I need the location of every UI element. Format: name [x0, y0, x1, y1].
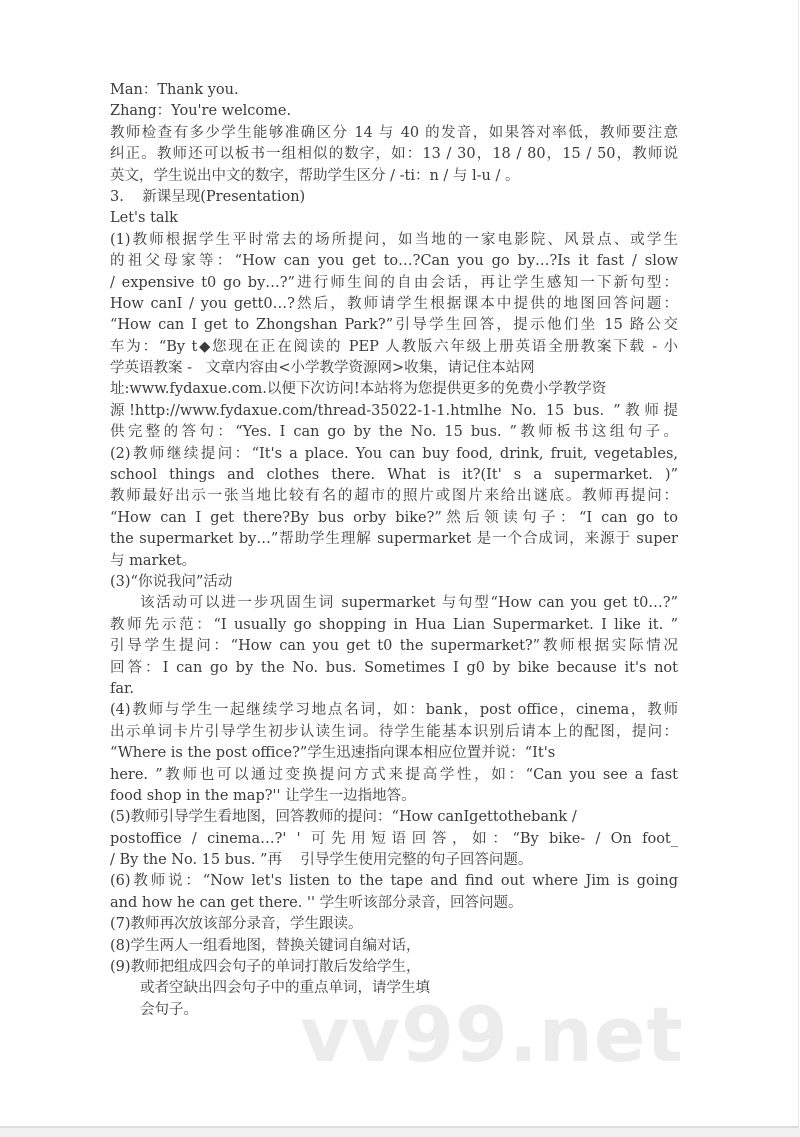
text-line: 教师先示范：“I usually go shopping in Hua Lian Supermarket. I like it. ”	[110, 616, 678, 633]
text-line: 供完整的答句：“Yes. I can go by the No. 15 bus. ”教师板书这组句子。	[110, 424, 678, 441]
text-line: 与 market。	[110, 552, 197, 569]
text-line: 车为：“By t◆您现在正在阅读的 PEP 人教版六年级上册英语全册教案下载 - 小	[110, 338, 678, 355]
text-line: school things and clothes there. What is it?(It' s a supermarket. )”	[110, 467, 678, 484]
subsection-heading: Let's talk	[110, 210, 178, 227]
text-line: (7)教师再次放该部分录音，学生跟读。	[110, 916, 363, 933]
text-line: here. ”教师也可以通过变换提问方式来提高学性，如：“Can you see a fast	[110, 766, 678, 783]
text-line: postoffice / cinema…?' ' 可先用短语回答，如：“By bike- / On foot_	[110, 830, 678, 847]
text-line: 回答：I can go by the No. bus. Sometimes I g0 by bike because it's not	[110, 659, 678, 676]
text-line: “How can I get to Zhongshan Park?”引导学生回答，提示他们坐 15 路公交	[110, 317, 678, 334]
text-line: (9)教师把组成四会句子的单词打散后发给学生，	[110, 959, 421, 976]
text-line: (1)教师根据学生平时常去的场所提问，如当地的一家电影院、风景点、或学生	[110, 231, 678, 248]
page-bottom-edge	[0, 1128, 800, 1137]
text-line: the supermarket by…”帮助学生理解 supermarket 是一个合成词，来源于 super	[110, 531, 678, 548]
text-line: (4)教师与学生一起继续学习地点名词，如：bank，post office，cinema，教师	[110, 702, 678, 719]
text-line: 出示单词卡片引导学生初步认读生词。待学生能基本识别后请本上的配图，提问：	[110, 723, 678, 740]
text-line: “How can I get there?By bus orby bike?”然后领读句子：“I can go to	[110, 509, 678, 526]
text-line: 会句子。	[140, 1001, 198, 1018]
text-line: (3)“你说我问”活动	[110, 573, 233, 590]
text-line: 该活动可以进一步巩固生词 supermarket 与句型“How can you get t0…?”	[140, 595, 678, 612]
text-line: (2)教师继续提问：“It's a place. You can buy food, drink, fruit, vegetables,	[110, 445, 678, 462]
text-line: (8)学生两人一组看地图，替换关键词自编对话，	[110, 937, 421, 954]
text-line: and how he can get there. '' 学生听该部分录音，回答问题。	[110, 894, 523, 911]
text-line: 引导学生提问：“How can you get t0 the supermarket?”教师根据实际情况	[110, 638, 678, 655]
section-heading: 3. 新课呈现(Presentation)	[110, 188, 306, 205]
text-line: 纠正。教师还可以板书一组相似的数字，如：13 / 30，18 / 80，15 / 50，教师说	[110, 146, 678, 163]
text-line: far.	[110, 680, 134, 697]
text-line: 教师最好出示一张当地比较有名的超市的照片或图片来给出谜底。教师再提问：	[110, 488, 678, 505]
text-line: 英文，学生说出中文的数字，帮助学生区分 / -ti：n / 与 l-u / 。	[110, 167, 520, 184]
text-line: / expensive t0 go by…?”进行师生间的自由会话，再让学生感知一下新句型：	[110, 274, 678, 291]
text-line: Zhang：You're welcome.	[110, 103, 292, 120]
text-line: 的祖父母家等：“How can you get to…?Can you go by…?Is it fast / slow	[110, 253, 678, 270]
text-line: 源!http://www.fydaxue.com/thread-35022-1-1.htmlhe No. 15 bus. ”教师提	[110, 402, 678, 419]
document-body	[110, 80, 678, 1021]
text-line: “Where is the post office?”学生迅速指向课本相应位置并说：“It's	[110, 745, 556, 762]
text-line: food shop in the map?'' 让学生一边指地答。	[110, 787, 416, 804]
text-line: How canI / you gett0…?然后，教师请学生根据课本中提供的地图回答问题：	[110, 295, 678, 312]
text-line: 或者空缺出四会句子中的重点单词，请学生填	[140, 980, 430, 997]
text-line: / By the No. 15 bus. ”再 引导学生使用完整的句子回答问题。	[110, 852, 533, 869]
text-line: 址:www.fydaxue.com.以便下次访问!本站将为您提供更多的免费小学教学资	[110, 381, 607, 398]
text-line: (5)教师引导学生看地图，回答教师的提问：“How canIgettothebank /	[110, 809, 577, 826]
watermark: vv99.net	[300, 990, 684, 1079]
text-line: Man：Thank you.	[110, 82, 239, 98]
text-line: (6)教师说：“Now let's listen to the tape and find out where Jim is going	[110, 873, 678, 890]
text-line: 学英语教案 - 文章内容由<小学教学资源网>收集，请记住本站网	[110, 360, 535, 377]
text-line: 教师检查有多少学生能够准确区分 14 与 40 的发音，如果答对率低，教师要注意	[110, 124, 678, 141]
